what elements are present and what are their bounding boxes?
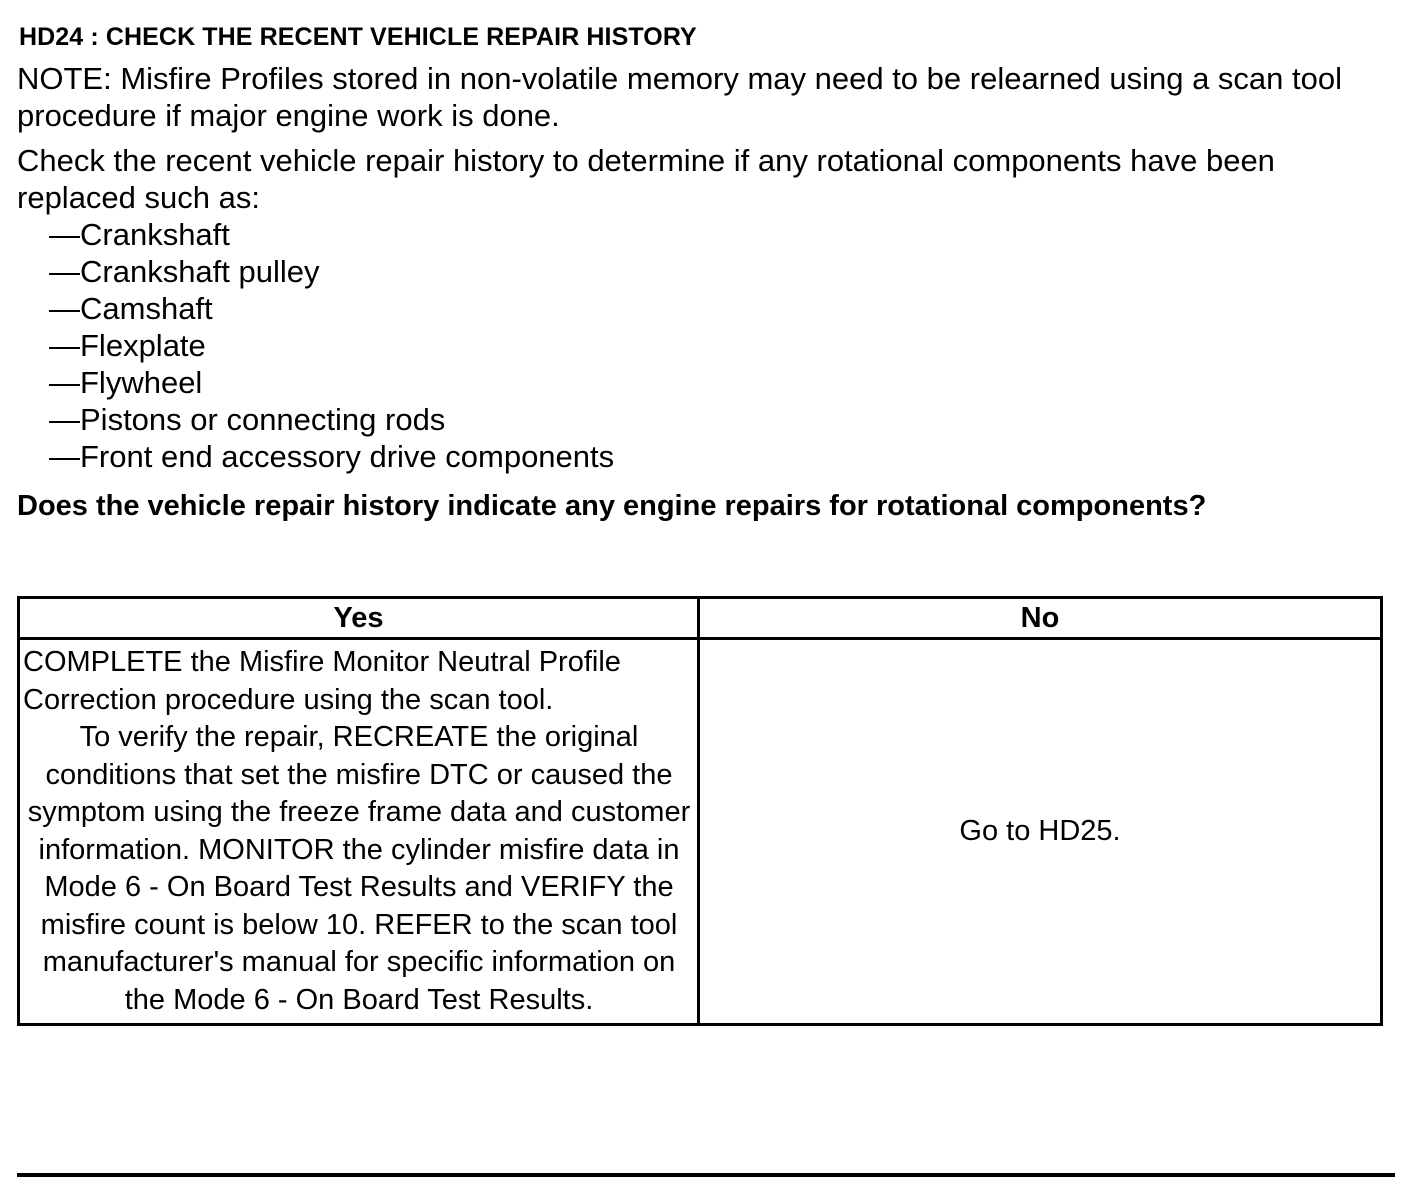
list-item: —Crankshaft pulley (49, 254, 320, 289)
no-action-text: Go to HD25. (959, 814, 1121, 847)
yes-cell (19, 639, 699, 1025)
list-item: —Flywheel (49, 365, 203, 400)
question-text: Does the vehicle repair history indicate any engine repairs for rotational components? (17, 490, 1207, 522)
no-cell (699, 639, 1382, 1025)
document-body (17, 20, 1392, 525)
list-item: —Flexplate (49, 328, 206, 363)
yes-action-text: COMPLETE the Misfire Monitor Neutral Profile Correction procedure using the scan tool. (23, 646, 621, 716)
decision-table (17, 596, 1383, 1026)
component-list (17, 216, 1392, 475)
table-header-row (19, 598, 1382, 639)
note-text: NOTE: Misfire Profiles stored in non-volatile memory may need to be relearned using a scan tool procedure if major engine work is done. (17, 61, 1342, 133)
step-title: HD24 : CHECK THE RECENT VEHICLE REPAIR HISTORY (19, 23, 697, 51)
table-row (19, 639, 1382, 1025)
list-item: —Pistons or connecting rods (49, 402, 446, 437)
yes-header: Yes (19, 598, 699, 639)
bottom-divider (17, 1173, 1395, 1177)
yes-verify-text: To verify the repair, RECREATE the original conditions that set the misfire DTC or caused the symptom using the freeze frame data and customer information. MONITOR the cylinder misfire data in Mode 6 - On Board Test Results and VERIFY the misfire count is below 10. REFER to the scan tool manufacturer's manual for specific information on the Mode 6 - On Board Test Results. (27, 721, 691, 1016)
list-item: —Front end accessory drive components (49, 439, 615, 474)
list-item: —Camshaft (49, 291, 213, 326)
list-item: —Crankshaft (49, 217, 230, 252)
no-header: No (699, 598, 1382, 639)
instruction-text: Check the recent vehicle repair history to determine if any rotational components have been replaced such as: (17, 143, 1275, 215)
